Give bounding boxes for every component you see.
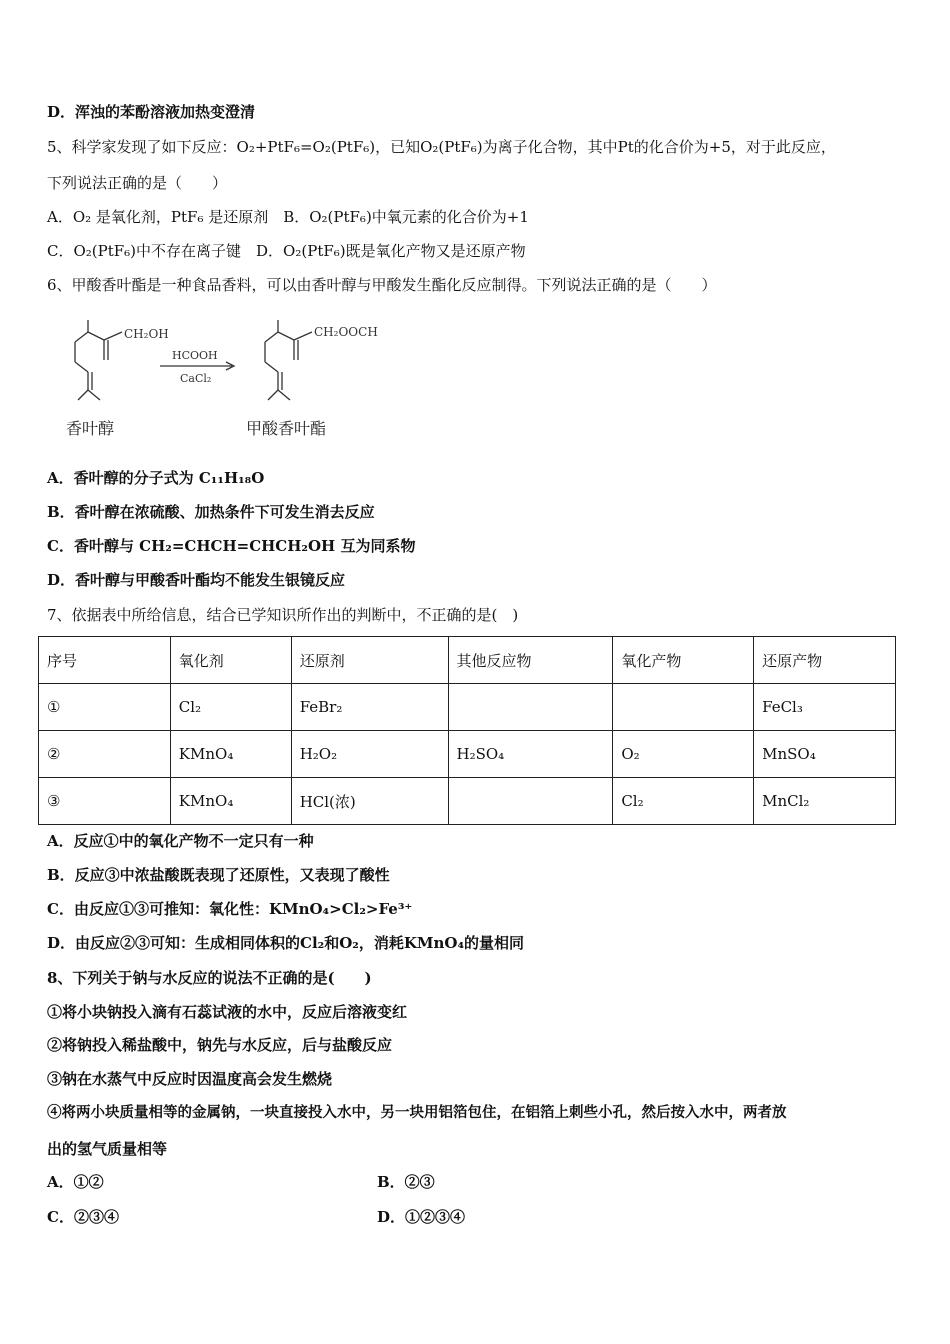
table-cell: H₂O₂	[291, 731, 448, 778]
q5-stem-line2: 下列说法正确的是（ ）	[47, 174, 228, 192]
q5-options-cd: C．O₂(PtF₆)中不存在离子键 D．O₂(PtF₆)既是氧化产物又是还原产物	[47, 242, 526, 260]
table-header: 还原产物	[754, 637, 896, 684]
q8-option-a: A．①②	[47, 1173, 104, 1191]
q7-option-a: A．反应①中的氧化产物不一定只有一种	[47, 832, 314, 850]
reagent-bottom: CaCl₂	[180, 372, 212, 385]
q8-statement-2: ②将钠投入稀盐酸中，钠先与水反应，后与盐酸反应	[47, 1036, 393, 1054]
table-cell	[448, 778, 613, 825]
q5-options-ab: A．O₂ 是氧化剂，PtF₆ 是还原剂 B．O₂(PtF₆)中氧元素的化合价为+1	[47, 208, 529, 226]
table-cell: H₂SO₄	[448, 731, 613, 778]
table-cell: Cl₂	[170, 684, 291, 731]
table-header-row	[39, 637, 896, 684]
q5-stem-line1: 5、科学家发现了如下反应：O₂+PtF₆=O₂(PtF₆)，已知O₂(PtF₆)为离子化合物，其中Pt的化合价为+5，对于此反应，	[47, 138, 836, 156]
table-row	[39, 778, 896, 825]
reactant-name: 香叶醇	[66, 419, 115, 438]
table-cell: KMnO₄	[170, 731, 291, 778]
table-cell: MnCl₂	[754, 778, 896, 825]
q8-option-b: B．②③	[377, 1173, 435, 1191]
table-header: 还原剂	[291, 637, 448, 684]
q6-option-a: A．香叶醇的分子式为 C₁₁H₁₈O	[47, 469, 265, 487]
table-cell: FeBr₂	[291, 684, 448, 731]
table-cell: ②	[39, 731, 171, 778]
table-cell: O₂	[613, 731, 754, 778]
table-header: 氧化剂	[170, 637, 291, 684]
table-row	[39, 731, 896, 778]
table-row	[39, 684, 896, 731]
q8-option-d: D．①②③④	[377, 1208, 466, 1226]
q8-statement-3: ③钠在水蒸气中反应时因温度高会发生燃烧	[47, 1070, 333, 1088]
table-cell: Cl₂	[613, 778, 754, 825]
q6-option-b: B．香叶醇在浓硫酸、加热条件下可发生消去反应	[47, 503, 375, 521]
reaction-scheme	[60, 310, 380, 450]
table-header: 氧化产物	[613, 637, 754, 684]
q8-statement-4-line2: 出的氢气质量相等	[47, 1140, 168, 1158]
table-cell: ①	[39, 684, 171, 731]
q8-stem: 8、下列关于钠与水反应的说法不正确的是( )	[47, 969, 372, 987]
q8-statement-4-line1: ④将两小块质量相等的金属钠，一块直接投入水中，另一块用铝箔包住，在铝箔上刺些小孔，然后按入水中，两者放	[47, 1104, 787, 1121]
table-header: 序号	[39, 637, 171, 684]
q7-option-d: D．由反应②③可知：生成相同体积的Cl₂和O₂，消耗KMnO₄的量相同	[47, 934, 525, 952]
q7-table	[38, 636, 896, 825]
q8-statement-1: ①将小块钠投入滴有石蕊试液的水中，反应后溶液变红	[47, 1003, 408, 1021]
table-cell: ③	[39, 778, 171, 825]
q7-option-b: B．反应③中浓盐酸既表现了还原性，又表现了酸性	[47, 866, 390, 884]
table-cell: MnSO₄	[754, 731, 896, 778]
q7-option-c: C．由反应①③可推知：氧化性：KMnO₄>Cl₂>Fe³⁺	[47, 900, 413, 918]
q6-option-d: D．香叶醇与甲酸香叶酯均不能发生银镜反应	[47, 571, 346, 589]
q6-option-c: C．香叶醇与 CH₂=CHCH=CHCH₂OH 互为同系物	[47, 537, 416, 555]
reaction-scheme-svg	[60, 310, 380, 450]
q8-option-c: C．②③④	[47, 1208, 119, 1226]
table-cell: KMnO₄	[170, 778, 291, 825]
table-header: 其他反应物	[448, 637, 613, 684]
q4-option-d: D．浑浊的苯酚溶液加热变澄清	[47, 103, 256, 121]
table-cell: FeCl₃	[754, 684, 896, 731]
reagent-top: HCOOH	[172, 349, 218, 362]
table-cell: HCl(浓)	[291, 778, 448, 825]
q6-stem: 6、甲酸香叶酯是一种食品香料，可以由香叶醇与甲酸发生酯化反应制得。下列说法正确的是（ ）	[47, 276, 717, 294]
product-group-label: CH₂OOCH	[314, 325, 378, 339]
table-cell	[448, 684, 613, 731]
q7-stem: 7、依据表中所给信息，结合已学知识所作出的判断中，不正确的是( )	[47, 606, 519, 624]
product-name: 甲酸香叶酯	[246, 419, 327, 438]
table-cell	[613, 684, 754, 731]
reactant-group-label: CH₂OH	[124, 327, 169, 341]
